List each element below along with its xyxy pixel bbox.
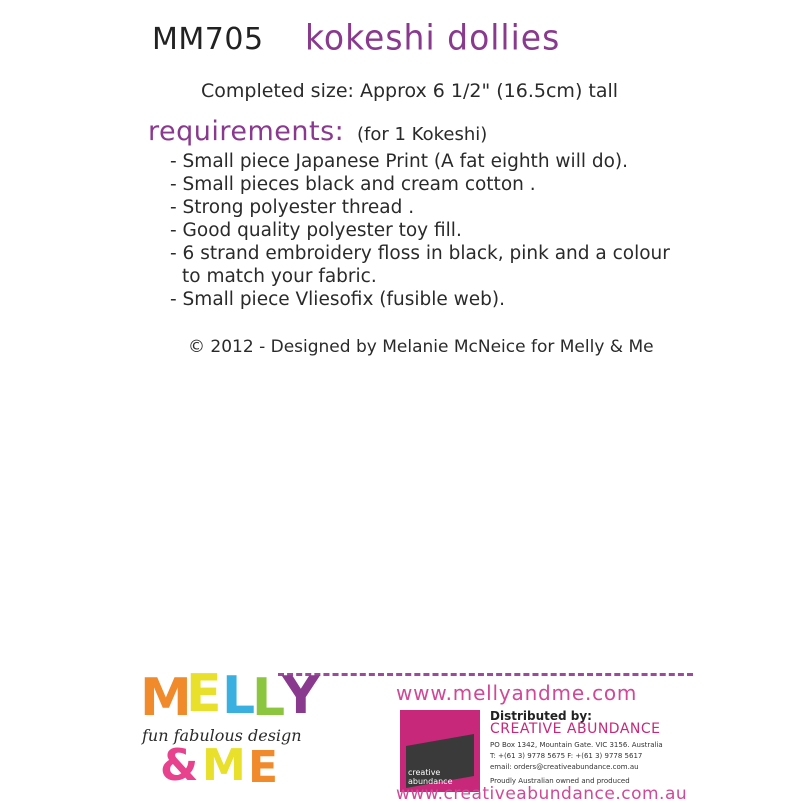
pattern-title: kokeshi dollies [305, 17, 561, 58]
logo-letter: & [160, 740, 199, 791]
list-item: - 6 strand embroidery floss in black, pink and a colour to match your fabric. [170, 243, 670, 287]
requirements-note: (for 1 Kokeshi) [357, 124, 488, 145]
logo-letter: E [248, 742, 279, 793]
footer-divider [278, 673, 693, 676]
completed-size: Completed size: Approx 6 1/2" (16.5cm) tall [201, 80, 619, 102]
logo-letter: L [222, 666, 256, 726]
logo-tagline: fun fabulous design [142, 726, 302, 745]
requirements-heading: requirements: [148, 116, 345, 147]
logo-letter: E [186, 664, 222, 724]
logo-letter: M [140, 668, 192, 728]
list-item: - Small piece Vliesofix (fusible web). [170, 289, 506, 310]
pattern-code: MM705 [152, 22, 264, 57]
distributed-by-label: Distributed by: [490, 709, 592, 723]
distributor-tagline: Proudly Australian owned and produced [490, 777, 630, 785]
distributor-website-link[interactable]: www.creativeabundance.com.au [396, 784, 688, 804]
logo-letter: L [252, 668, 286, 728]
distributor-address: PO Box 1342, Mountain Gate. VIC 3156. Australia [490, 741, 663, 749]
list-item: - Good quality polyester toy fill. [170, 220, 462, 241]
list-item: - Small pieces black and cream cotton . [170, 174, 536, 195]
website-link[interactable]: www.mellyandme.com [396, 681, 638, 705]
list-item: - Small piece Japanese Print (A fat eighth will do). [170, 151, 629, 172]
requirements-list [170, 150, 690, 311]
logo-text: creative abundance [408, 768, 453, 786]
distributor-name: CREATIVE ABUNDANCE [490, 721, 661, 737]
distributor-phone: T: +(61 3) 9778 5675 F: +(61 3) 9778 5617 [490, 752, 643, 760]
logo-letter: Y [282, 666, 320, 726]
melly-and-me-logo [140, 664, 340, 795]
distributor-email[interactable]: email: orders@creativeabundance.com.au [490, 763, 639, 771]
copyright-notice: © 2012 - Designed by Melanie McNeice for Melly & Me [188, 337, 654, 357]
creative-abundance-logo [400, 710, 480, 792]
list-item: - Strong polyester thread . [170, 197, 415, 218]
logo-letter: M [202, 740, 246, 791]
